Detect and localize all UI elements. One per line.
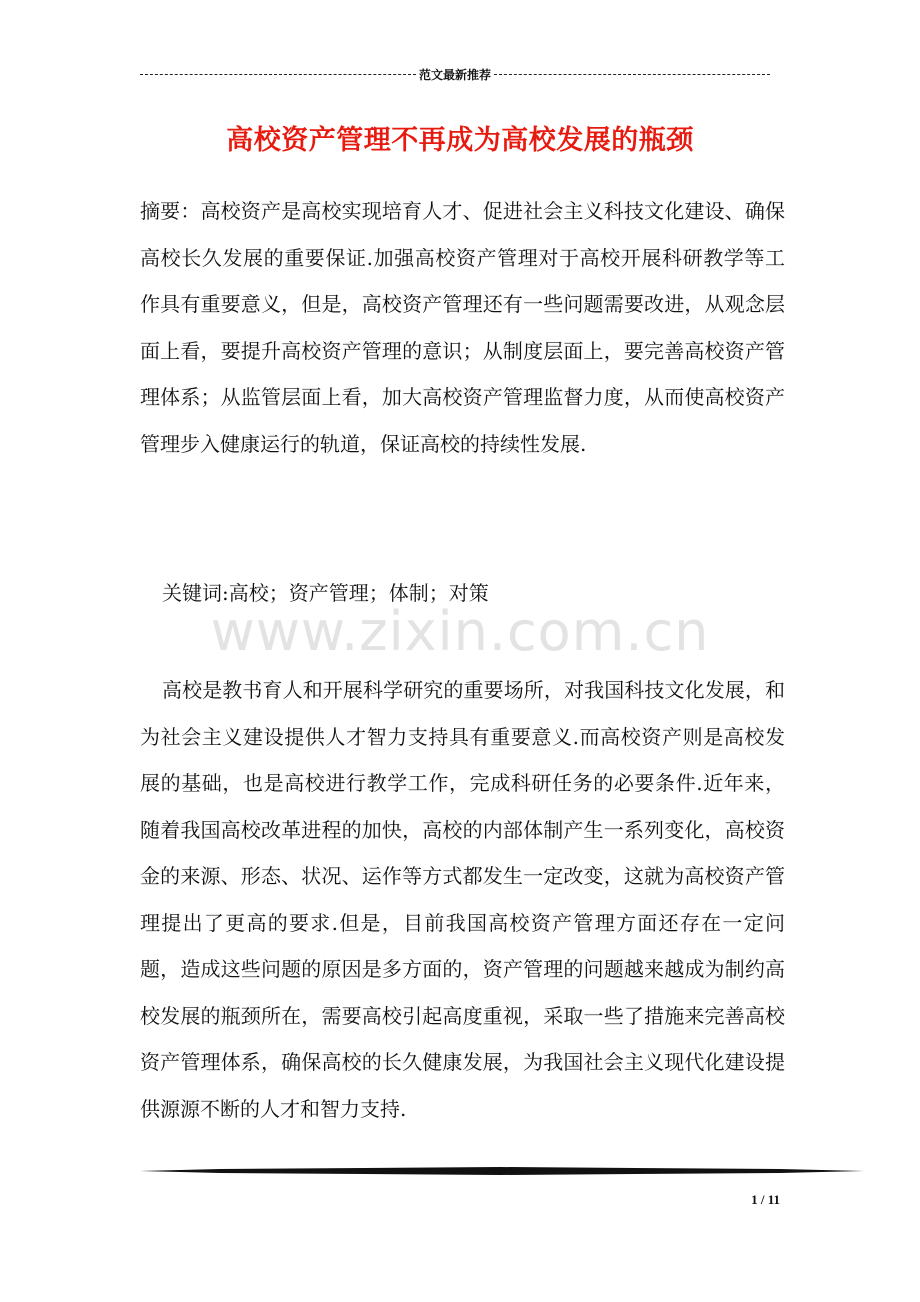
header-banner (140, 64, 770, 84)
page-number: 1 / 11 (751, 1192, 780, 1207)
header-banner-text: 范文最新推荐 (419, 67, 492, 82)
document-title: 高校资产管理不再成为高校发展的瓶颈 (226, 125, 694, 156)
watermark: www.zixin.com.cn (210, 600, 710, 663)
keywords-line: 关键词:高校；资产管理；体制；对策 (162, 581, 489, 605)
header-dash-right (494, 74, 770, 75)
header-dash-left (140, 74, 416, 75)
abstract-paragraph: 摘要：高校资产是高校实现培育人才、促进社会主义科技文化建设、确保高校长久发展的重要保证.加强高校资产管理对于高校开展科研教学等工作具有重要意义，但是，高校资产管理还有一些问题需要改进，从观念层面上看，要提升高校资产管理的意识；从制度层面上，要完善高校资产管理体系；从监管层面上看，加大高校资产管理监督力度，从而使高校资产管理步入健康运行的轨道，保证高校的持续性发展. (140, 199, 785, 456)
footer-rule (140, 1166, 864, 1176)
body-paragraph: 高校是教书育人和开展科学研究的重要场所，对我国科技文化发展，和为社会主义建设提供人才智力支持具有重要意义.而高校资产则是高校发展的基础，也是高校进行教学工作，完成科研任务的必要条件.近年来，随着我国高校改革进程的加快，高校的内部体制产生一系列变化，高校资金的来源、形态、状况、运作等方式都发生一定改变，这就为高校资产管理提出了更高的要求.但是，目前我国高校资产管理方面还存在一定问题，造成这些问题的原因是多方面的，资产管理的问题越来越成为制约高校发展的瓶颈所在，需要高校引起高度重视，采取一些了措施来完善高校资产管理体系，确保高校的长久健康发展，为我国社会主义现代化建设提供源源不断的人才和智力支持. (140, 678, 785, 1121)
